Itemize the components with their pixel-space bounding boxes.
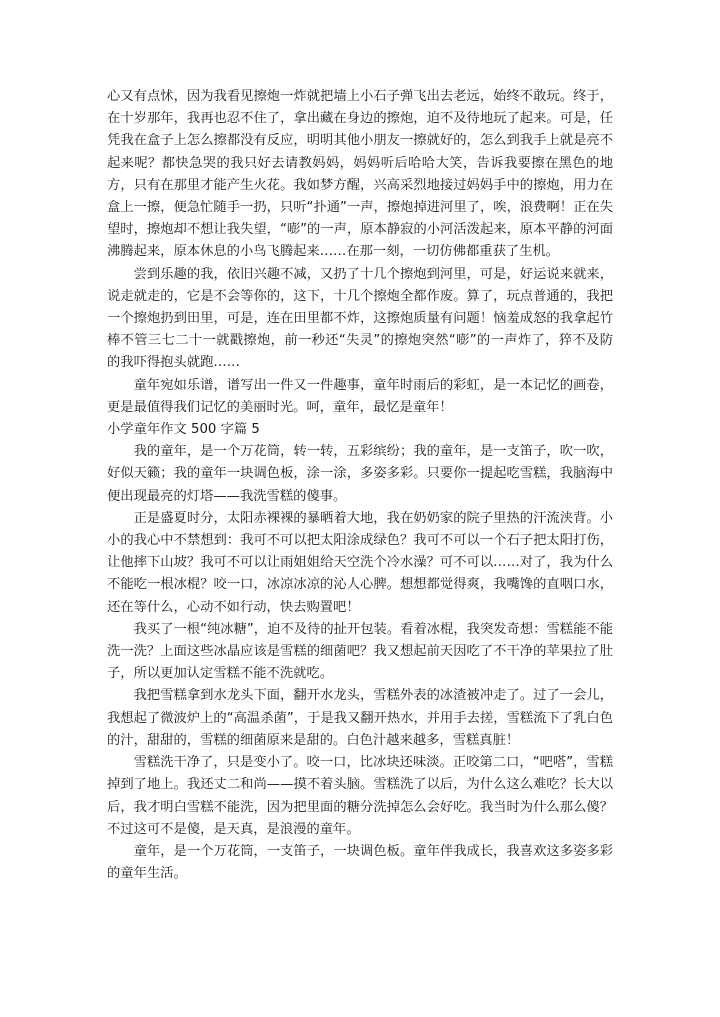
paragraph: 我的童年，是一个万花筒，转一转，五彩缤纷；我的童年，是一支笛子，吹一吹，好似天籁；我的童年一块调色板，涂一涂，多姿多彩。只要你一提起吃雪糕，我脑海中便出现最亮的灯塔——我洗雪糕的傻事。 bbox=[107, 444, 613, 504]
paragraph: 雪糕洗干净了，只是变小了。咬一口，比冰块还味淡。正咬第二口，“吧嗒”，雪糕掉到了地上。我还丈二和尚——摸不着头脑。雪糕洗了以后，为什么这么难吃？长大以后，我才明白雪糕不能洗，因为把里面的糖分洗掉怎么会好吃。我当时为什么那么傻？不过这可不是傻，是天真，是浪漫的童年。 bbox=[107, 755, 613, 837]
paragraph: 心又有点怵，因为我看见擦炮一炸就把墙上小石子弹飞出去老远，始终不敢玩。终于，在十岁那年，我再也忍不住了，拿出藏在身边的擦炮，迫不及待地玩了起来。可是，任凭我在盒子上怎么擦都没有反应，明明其他小朋友一擦就好的，怎么到我手上就是亮不起来呢？都快急哭的我只好去请教妈妈，妈妈听后哈哈大笑，告诉我要擦在黑色的地方，只有在那里才能产生火花。我如梦方醒，兴高采烈地接过妈妈手中的擦炮，用力在盒上一擦，便急忙随手一扔，只听“扑通”一声，擦炮掉进河里了，唉，浪费啊！正在失望时，擦炮却不想让我失望，“嘭”的一声，原本静寂的小河活泼起来，原本平静的河面沸腾起来，原本休息的小鸟飞腾起来……在那一刻，一切仿佛都重获了生机。 bbox=[107, 89, 613, 260]
paragraph: 童年，是一个万花筒，一支笛子，一块调色板。童年伴我成长，我喜欢这多姿多彩的童年生活。 bbox=[107, 843, 613, 882]
paragraph: 尝到乐趣的我，依旧兴趣不减，又扔了十几个擦炮到河里，可是，好运说来就来，说走就走的，它是不会等你的，这下，十几个擦炮全都作废。算了，玩点普通的，我把一个擦炮扔到田里，可是，连在田里都不炸，这擦炮质量有问题！恼羞成怒的我拿起竹棒不管三七二十一就戳擦炮，前一秒还“失灵”的擦炮突然“嘭”的一声炸了，猝不及防的我吓得抱头就跑…… bbox=[107, 266, 613, 371]
section-heading: 小学童年作文 500 字篇 5 bbox=[107, 422, 260, 438]
paragraph: 童年宛如乐谱，谱写出一件又一件趣事，童年时雨后的彩虹，是一本记忆的画卷，更是最值得我们记忆的美丽时光。呵，童年，最忆是童年！ bbox=[107, 377, 613, 415]
paragraph: 我买了一根“纯冰糖”，迫不及待的扯开包装。看着冰棍，我突发奇想：雪糕能不能洗一洗？上面这些冰晶应该是雪糕的细菌吧？我又想起前天因吃了不干净的苹果拉了肚子，所以更加认定雪糕不能不洗就吃。 bbox=[107, 621, 613, 682]
article-body bbox=[107, 86, 613, 885]
paragraph: 正是盛夏时分，太阳赤裸裸的暴晒着大地，我在奶奶家的院子里热的汗流浃背。小小的我心中不禁想到：我可不可以把太阳涂成绿色？我可不可以一个石子把太阳打伤，让他摔下山坡？我可不可以让雨姐姐给天空洗个冷水澡？可不可以……对了，我为什么不能吃一根冰棍？咬一口，冰凉冰凉的沁人心脾。想想都觉得爽，我嘴馋的直咽口水，还在等什么，心动不如行动，快去购置吧！ bbox=[107, 510, 613, 615]
paragraph: 我把雪糕拿到水龙头下面，翻开水龙头，雪糕外表的冰渣被冲走了。过了一会儿，我想起了微波炉上的“高温杀菌”，于是我又翻开热水，并用手去搓，雪糕流下了乳白色的汁，甜甜的，雪糕的细菌原来是甜的。白色汁越来越多，雪糕真脏！ bbox=[107, 688, 613, 748]
